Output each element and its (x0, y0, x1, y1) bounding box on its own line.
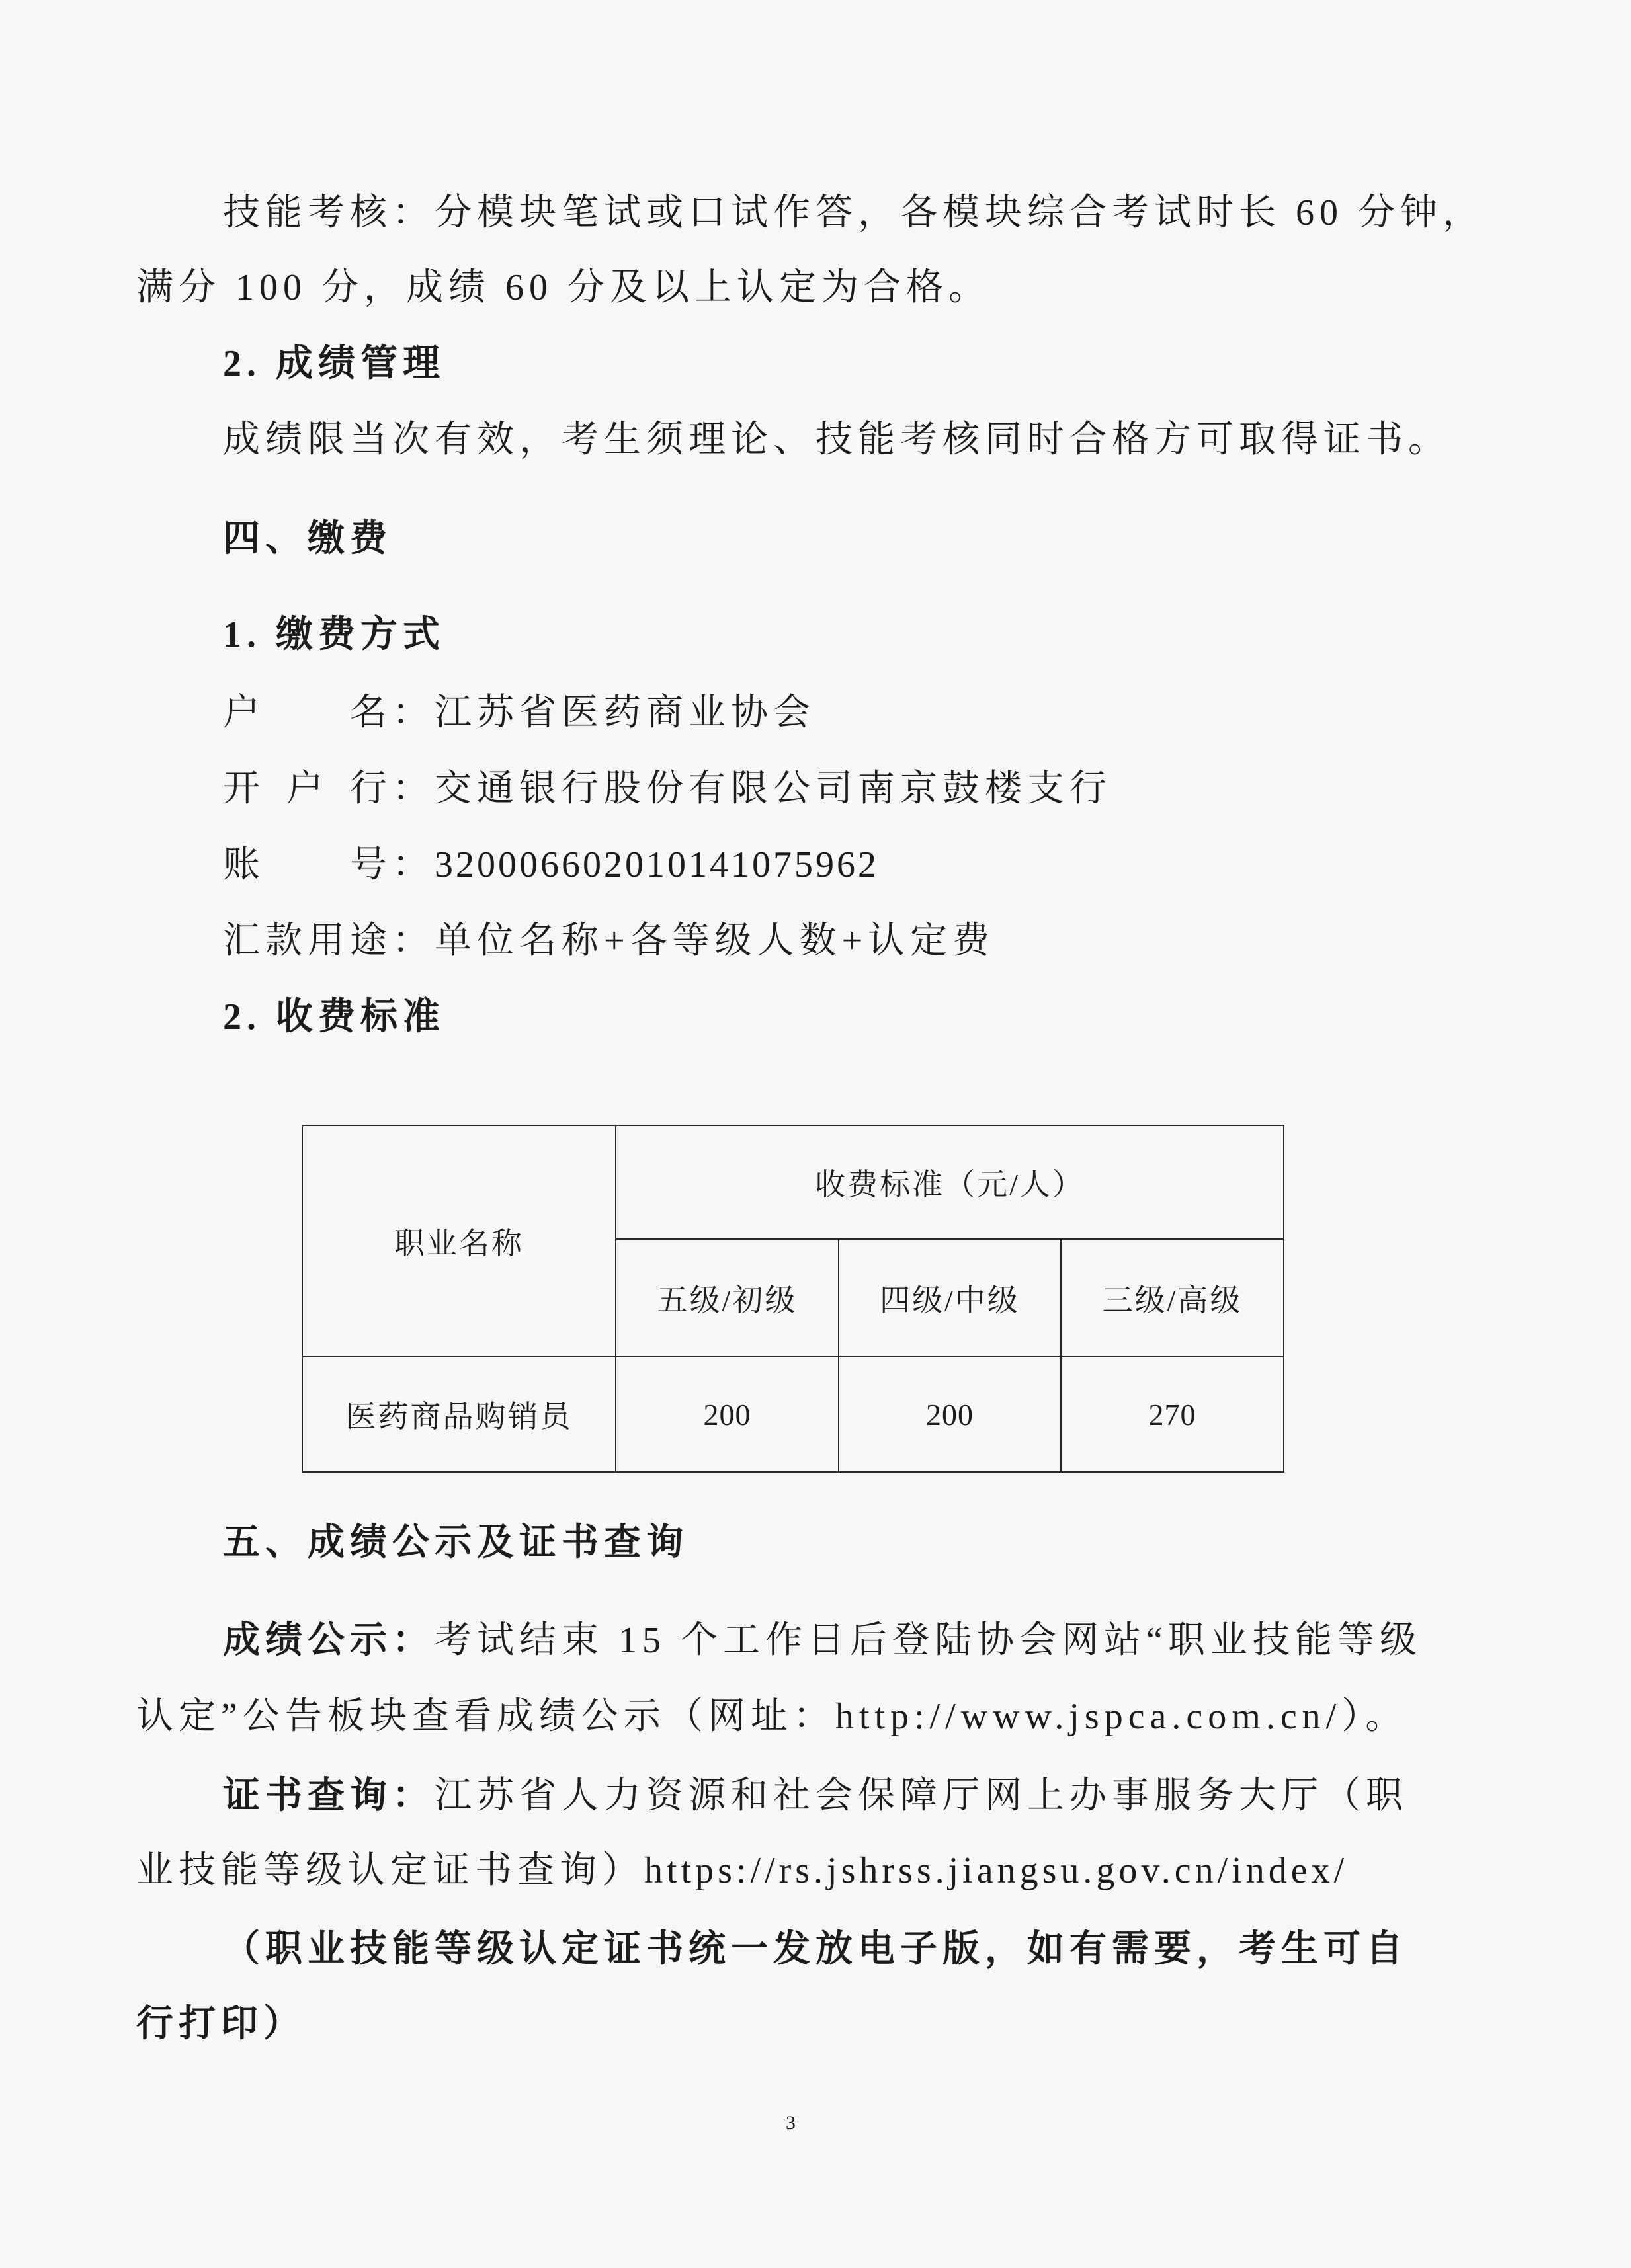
note-line-2: 行打印） (136, 2004, 306, 2045)
label-colon: ： (392, 768, 435, 809)
label-colon: ： (392, 692, 435, 733)
payment-heading: 四、缴费 (223, 518, 392, 559)
level-header-4: 四级/中级 (880, 1283, 1020, 1317)
label-char: 途 (350, 920, 392, 961)
skill-assessment-line-1 (223, 186, 1485, 239)
fee-standard-heading: 2. 收费标准 (223, 996, 445, 1037)
fee-value: 200 (703, 1397, 751, 1432)
publication-text-2-end: ）。 (1341, 1696, 1408, 1737)
score-management-text: 成绩限当次有效，考生须理论、技能考核同时合格方可取得证书。 (223, 419, 1450, 460)
score-management-heading: 2. 成绩管理 (223, 343, 445, 384)
publication-line-1 (223, 1614, 1422, 1667)
page-number: 3 (786, 2112, 796, 2134)
label-char: 户 (286, 768, 329, 809)
level-header-cell (1061, 1239, 1284, 1357)
fee-cell (616, 1357, 839, 1472)
certificate-query-text-2: 业技能等级认定证书查询） (136, 1850, 644, 1891)
certificate-query-line-1 (223, 1769, 1408, 1822)
label-colon: ： (392, 844, 435, 885)
occupation-cell (302, 1357, 616, 1472)
account-name-row (223, 686, 815, 739)
results-heading: 五、成绩公示及证书查询 (223, 1522, 689, 1563)
fee-value: 270 (1148, 1397, 1196, 1432)
account-name-label (223, 686, 392, 739)
level-header-cell (616, 1239, 839, 1357)
fee-header-cell (616, 1125, 1284, 1239)
label-char: 行 (350, 768, 392, 809)
fee-header: 收费标准（元/人） (815, 1168, 1085, 1201)
certificate-query-text-1: 江苏省人力资源和社会保障厅网上办事服务大厅（职 (435, 1775, 1408, 1816)
certificate-query-url: https://rs.jshrss.jiangsu.gov.cn/index/ (644, 1850, 1349, 1891)
level-header-5: 五级/初级 (657, 1283, 798, 1317)
skill-assessment-line-2 (136, 261, 991, 314)
label-char: 开 (223, 768, 265, 809)
publication-text-2: 认定”公告板块查看成绩公示（网址： (136, 1696, 835, 1737)
account-number-value: 320006602010141075962 (435, 844, 879, 885)
fee-cell (1061, 1357, 1284, 1472)
occupation-header: 职业名称 (394, 1227, 524, 1260)
label-char: 号 (350, 844, 392, 885)
occupation-name: 医药商品购销员 (345, 1400, 573, 1434)
remittance-purpose-label (223, 914, 392, 967)
label-char: 用 (308, 920, 350, 961)
publication-label: 成绩公示： (223, 1620, 435, 1661)
fee-table (302, 1125, 1284, 1473)
remittance-purpose-value: 单位名称+各等级人数+认定费 (435, 920, 995, 961)
level-header-3: 三级/高级 (1102, 1283, 1243, 1317)
table-header-row-1 (302, 1125, 1284, 1239)
label-char: 账 (223, 844, 265, 885)
skill-assessment-text-2: 满分 100 分，成绩 60 分及以上认定为合格。 (136, 267, 991, 308)
occupation-header-cell (302, 1125, 616, 1357)
payment-method-heading: 1. 缴费方式 (223, 614, 445, 655)
account-number-row (223, 838, 879, 891)
association-website-url: http://www.jspca.com.cn/ (835, 1696, 1342, 1737)
publication-text-1: 考试结束 15 个工作日后登陆协会网站“职业技能等级 (435, 1620, 1422, 1661)
table-row (302, 1357, 1284, 1472)
certificate-query-label: 证书查询： (223, 1775, 435, 1816)
account-name-value: 江苏省医药商业协会 (435, 692, 815, 733)
label-char: 名 (350, 692, 392, 733)
skill-assessment-text-1: 技能考核：分模块笔试或口试作答，各模块综合考试时长 60 分钟， (223, 192, 1485, 233)
fee-value: 200 (926, 1397, 974, 1432)
label-char: 户 (223, 692, 265, 733)
bank-row (223, 762, 1112, 815)
label-char: 汇 (223, 920, 265, 961)
publication-line-2 (136, 1690, 1407, 1743)
bank-label (223, 762, 392, 815)
level-header-cell (839, 1239, 1061, 1357)
note-line-1: （职业技能等级认定证书统一发放电子版，如有需要，考生可自 (223, 1929, 1408, 1970)
bank-value: 交通银行股份有限公司南京鼓楼支行 (435, 768, 1112, 809)
label-colon: ： (392, 920, 435, 961)
account-number-label (223, 838, 392, 891)
certificate-query-line-2 (136, 1844, 1348, 1897)
fee-cell (839, 1357, 1061, 1472)
label-char: 款 (265, 920, 308, 961)
remittance-purpose-row (223, 914, 995, 967)
